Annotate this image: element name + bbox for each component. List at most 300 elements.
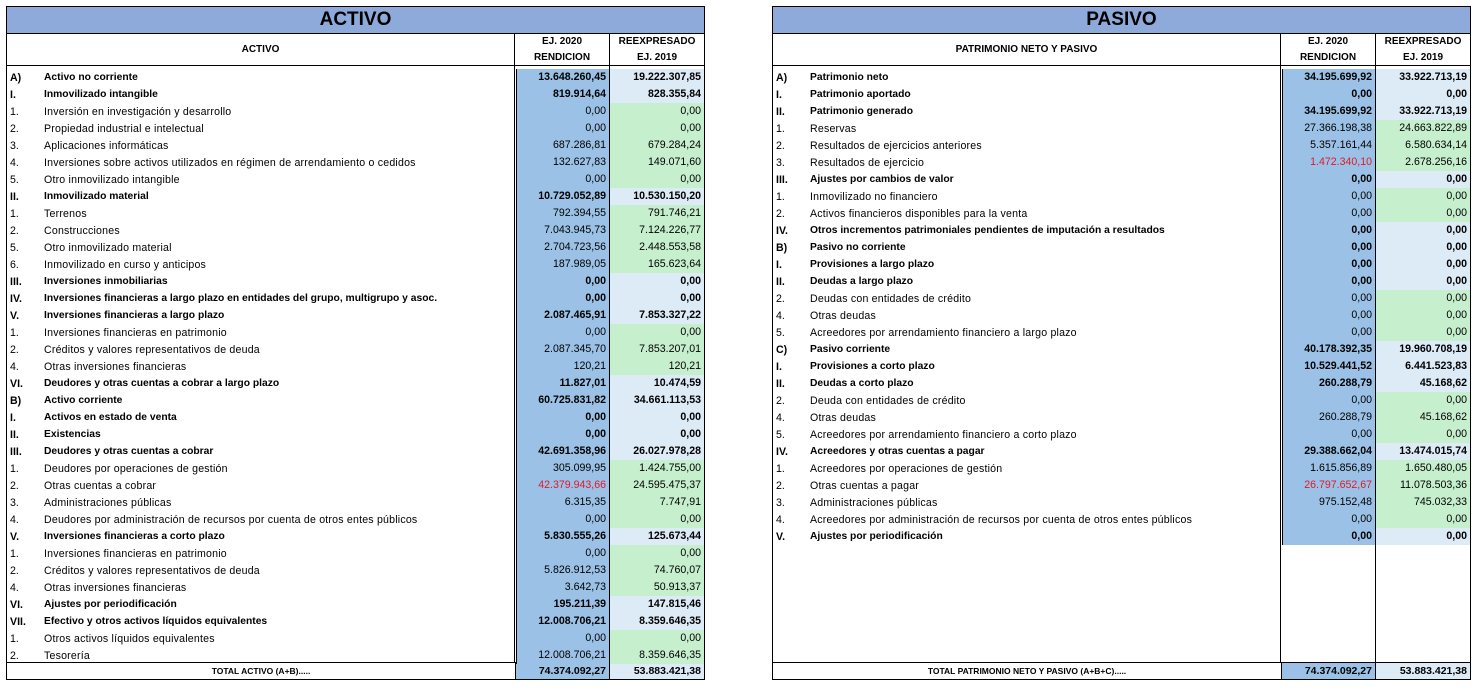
row-value-2019: 7.853.327,22 — [610, 307, 704, 324]
pasivo-header-col-2019-line1: REEXPRESADO — [1384, 35, 1462, 47]
row-value-2020: 260.288,79 — [1282, 375, 1376, 392]
row-value-2020: 0,00 — [1282, 426, 1376, 443]
pasivo-table-row — [773, 171, 1470, 188]
row-value-2020: 0,00 — [516, 120, 610, 137]
activo-table-row — [7, 392, 704, 409]
row-code: I. — [10, 411, 16, 424]
row-label: Deudores por administración de recursos por cuenta de otros entes públicos — [44, 513, 418, 526]
row-value-2019: 0,00 — [1376, 205, 1470, 222]
row-label: Aplicaciones informáticas — [44, 139, 169, 152]
row-value-2019: 13.474.015,74 — [1376, 443, 1470, 460]
pasivo-header-col-2019-line2: EJ. 2019 — [1402, 51, 1444, 63]
pasivo-header-col-2020-line2: RENDICION — [1299, 51, 1357, 63]
row-code: II. — [776, 377, 785, 390]
row-value-2019: 45.168,62 — [1376, 409, 1470, 426]
row-value-2019: 0,00 — [610, 426, 704, 443]
pasivo-title: PASIVO — [772, 6, 1471, 34]
row-label: Inmovilizado intangible — [44, 89, 158, 100]
activo-total-row — [6, 663, 705, 680]
activo-table-row — [7, 324, 704, 341]
row-code: V. — [776, 530, 786, 543]
row-value-2019: 828.355,84 — [610, 86, 704, 103]
row-code: I. — [10, 88, 16, 101]
pasivo-table-row — [773, 511, 1470, 528]
pasivo-table-row — [773, 460, 1470, 477]
row-value-2020: 792.394,55 — [516, 205, 610, 222]
row-value-2020: 687.286,81 — [516, 137, 610, 154]
row-value-2019: 10.474,59 — [610, 375, 704, 392]
row-value-2019: 6.580.634,14 — [1376, 137, 1470, 154]
row-value-2020: 975.152,48 — [1282, 494, 1376, 511]
row-value-2019: 0,00 — [1376, 239, 1470, 256]
row-code: II. — [776, 105, 785, 118]
row-code: B) — [10, 394, 22, 407]
pasivo-table-row — [773, 341, 1470, 358]
row-label: Inversiones sobre activos utilizados en régimen de arrendamiento o cedidos — [44, 156, 416, 169]
row-value-2019: 0,00 — [1376, 256, 1470, 273]
row-value-2019: 2.678.256,16 — [1376, 154, 1470, 171]
activo-total-2019: 53.883.421,38 — [610, 663, 704, 679]
activo-table-row — [7, 596, 704, 613]
row-value-2020: 40.178.392,35 — [1282, 341, 1376, 358]
row-label: Deudores y otras cuentas a cobrar a largo plazo — [44, 378, 280, 389]
row-value-2020: 0,00 — [1282, 307, 1376, 324]
activo-table-row — [7, 477, 704, 494]
row-value-2019: 1.424.755,00 — [610, 460, 704, 477]
row-code: V. — [10, 309, 20, 322]
activo-table-row — [7, 103, 704, 120]
pasivo-total-row — [772, 663, 1471, 680]
row-code: I. — [776, 88, 782, 101]
row-value-2019: 0,00 — [1376, 511, 1470, 528]
row-value-2019: 0,00 — [1376, 86, 1470, 103]
activo-table-row — [7, 120, 704, 137]
activo-table-row — [7, 511, 704, 528]
row-code: 4. — [776, 513, 785, 526]
row-value-2020: 0,00 — [516, 545, 610, 562]
row-value-2020: 2.087.345,70 — [516, 341, 610, 358]
pasivo-header-col-2020 — [1281, 34, 1376, 65]
row-value-2020: 42.379.943,66 — [516, 477, 610, 494]
row-value-2019: 33.922.713,19 — [1376, 103, 1470, 120]
row-label: Patrimonio generado — [810, 106, 913, 117]
row-label: Pasivo corriente — [810, 344, 891, 355]
row-label: Otros activos líquidos equivalentes — [44, 632, 215, 645]
row-label: Inversiones financieras en patrimonio — [44, 547, 227, 560]
activo-table-row — [7, 86, 704, 103]
row-code: I. — [776, 258, 782, 271]
row-code: II. — [776, 275, 785, 288]
pasivo-table-row — [773, 137, 1470, 154]
row-value-2020: 1.472.340,10 — [1282, 154, 1376, 171]
row-value-2020: 34.195.699,92 — [1282, 103, 1376, 120]
row-value-2020: 0,00 — [516, 103, 610, 120]
row-label: Activos en estado de venta — [44, 412, 177, 423]
row-value-2020: 12.008.706,21 — [516, 647, 610, 664]
activo-table-row — [7, 188, 704, 205]
row-label: Acreedores y otras cuentas a pagar — [810, 446, 985, 457]
row-code: 2. — [10, 343, 19, 356]
activo-table-row — [7, 205, 704, 222]
activo-rows — [6, 66, 705, 663]
row-value-2019: 8.359.646,35 — [610, 647, 704, 664]
row-code: I. — [776, 360, 782, 373]
row-value-2020: 34.195.699,92 — [1282, 69, 1376, 86]
row-label: Deudas a corto plazo — [810, 378, 914, 389]
row-value-2020: 10.529.441,52 — [1282, 358, 1376, 375]
activo-table-row — [7, 460, 704, 477]
activo-header-col-2020 — [515, 34, 610, 65]
row-code: 2. — [776, 292, 785, 305]
row-value-2020: 0,00 — [1282, 86, 1376, 103]
row-label: Acreedores por operaciones de gestión — [810, 462, 1003, 475]
row-code: 5. — [776, 326, 785, 339]
row-value-2019: 745.032,33 — [1376, 494, 1470, 511]
row-value-2020: 5.830.555,26 — [516, 528, 610, 545]
row-value-2020: 29.388.662,04 — [1282, 443, 1376, 460]
row-code: 1. — [10, 462, 19, 475]
pasivo-table-row — [773, 256, 1470, 273]
row-code: IV. — [776, 224, 788, 237]
pasivo-total-2020: 74.374.092,27 — [1282, 663, 1376, 679]
pasivo-table-row — [773, 69, 1470, 86]
row-value-2020: 7.043.945,73 — [516, 222, 610, 239]
row-code: VI. — [10, 598, 23, 611]
activo-header-col-2020-line2: RENDICION — [533, 51, 591, 63]
row-code: 3. — [10, 496, 19, 509]
row-code: III. — [10, 445, 22, 458]
row-code: 1. — [10, 547, 19, 560]
row-code: A) — [10, 71, 22, 84]
pasivo-table-row — [773, 239, 1470, 256]
row-code: VII. — [10, 615, 26, 628]
row-code: 2. — [10, 122, 19, 135]
row-value-2019: 0,00 — [610, 324, 704, 341]
row-label: Efectivo y otros activos líquidos equivalentes — [44, 616, 268, 627]
row-value-2020: 0,00 — [1282, 392, 1376, 409]
pasivo-header-label: PATRIMONIO NETO Y PASIVO — [773, 34, 1281, 65]
row-value-2020: 27.366.198,38 — [1282, 120, 1376, 137]
activo-table-row — [7, 69, 704, 86]
row-label: Deudores por operaciones de gestión — [44, 462, 228, 475]
row-value-2020: 0,00 — [1282, 256, 1376, 273]
row-value-2020: 0,00 — [1282, 205, 1376, 222]
row-code: V. — [10, 530, 20, 543]
row-value-2019: 0,00 — [610, 511, 704, 528]
activo-table-row — [7, 443, 704, 460]
row-value-2020: 0,00 — [516, 511, 610, 528]
pasivo-table-row — [773, 290, 1470, 307]
row-value-2019: 7.747,91 — [610, 494, 704, 511]
row-code: C) — [776, 343, 788, 356]
row-value-2020: 0,00 — [516, 171, 610, 188]
row-label: Inversiones financieras a largo plazo — [44, 310, 225, 321]
row-label: Inversiones inmobiliarias — [44, 276, 168, 287]
row-label: Créditos y valores representativos de deuda — [44, 343, 260, 356]
row-value-2020: 1.615.856,89 — [1282, 460, 1376, 477]
row-value-2019: 7.853.207,01 — [610, 341, 704, 358]
row-value-2019: 26.027.978,28 — [610, 443, 704, 460]
pasivo-total-2019: 53.883.421,38 — [1376, 663, 1470, 679]
row-value-2020: 0,00 — [1282, 511, 1376, 528]
row-value-2020: 11.827,01 — [516, 375, 610, 392]
activo-table-row — [7, 239, 704, 256]
row-value-2020: 0,00 — [1282, 290, 1376, 307]
row-value-2019: 2.448.553,58 — [610, 239, 704, 256]
row-value-2019: 149.071,60 — [610, 154, 704, 171]
row-code: 1. — [776, 122, 785, 135]
row-code: 4. — [10, 360, 19, 373]
row-label: Propiedad industrial e intelectual — [44, 122, 204, 135]
row-value-2019: 0,00 — [1376, 273, 1470, 290]
row-code: 1. — [10, 632, 19, 645]
row-value-2019: 0,00 — [1376, 222, 1470, 239]
row-label: Otras deudas — [810, 309, 876, 322]
row-code: A) — [776, 71, 788, 84]
activo-table-row — [7, 545, 704, 562]
row-value-2020: 12.008.706,21 — [516, 613, 610, 630]
row-code: II. — [10, 190, 19, 203]
row-code: 4. — [776, 309, 785, 322]
row-code: 4. — [776, 411, 785, 424]
row-value-2020: 60.725.831,82 — [516, 392, 610, 409]
row-label: Terrenos — [44, 207, 87, 220]
row-value-2019: 24.595.475,37 — [610, 477, 704, 494]
row-value-2019: 34.661.113,53 — [610, 392, 704, 409]
row-label: Ajustes por periodificación — [44, 599, 177, 610]
row-label: Otro inmovilizado material — [44, 241, 172, 254]
row-value-2020: 132.627,83 — [516, 154, 610, 171]
row-label: Administraciones públicas — [44, 496, 172, 509]
pasivo-table-row — [773, 324, 1470, 341]
activo-panel — [6, 6, 705, 680]
pasivo-table-header — [772, 34, 1471, 66]
pasivo-total-label: TOTAL PATRIMONIO NETO Y PASIVO (A+B+C)..... — [773, 663, 1282, 679]
row-value-2019: 0,00 — [610, 171, 704, 188]
activo-table-row — [7, 256, 704, 273]
activo-table-row — [7, 630, 704, 647]
row-value-2019: 6.441.523,83 — [1376, 358, 1470, 375]
row-code: 1. — [10, 326, 19, 339]
pasivo-table-row — [773, 358, 1470, 375]
row-code: B) — [776, 241, 788, 254]
pasivo-table-row — [773, 528, 1470, 545]
row-code: 2. — [776, 479, 785, 492]
row-label: Acreedores por administración de recursos por cuenta de otros entes públicos — [810, 513, 1193, 526]
row-value-2019: 125.673,44 — [610, 528, 704, 545]
row-value-2020: 305.099,95 — [516, 460, 610, 477]
row-value-2020: 2.087.465,91 — [516, 307, 610, 324]
row-value-2020: 0,00 — [516, 630, 610, 647]
row-value-2019: 24.663.822,89 — [1376, 120, 1470, 137]
activo-total-label: TOTAL ACTIVO (A+B)..... — [7, 663, 516, 679]
row-value-2020: 0,00 — [1282, 273, 1376, 290]
row-code: 2. — [776, 207, 785, 220]
row-value-2020: 0,00 — [1282, 324, 1376, 341]
row-value-2019: 0,00 — [610, 273, 704, 290]
row-value-2020: 3.642,73 — [516, 579, 610, 596]
activo-title: ACTIVO — [6, 6, 705, 34]
row-label: Activo no corriente — [44, 72, 138, 83]
pasivo-table-row — [773, 477, 1470, 494]
row-value-2019: 0,00 — [1376, 392, 1470, 409]
row-value-2020: 26.797.652,67 — [1282, 477, 1376, 494]
pasivo-table-row — [773, 307, 1470, 324]
row-value-2020: 260.288,79 — [1282, 409, 1376, 426]
row-value-2019: 0,00 — [610, 103, 704, 120]
pasivo-table-row — [773, 409, 1470, 426]
row-code: III. — [776, 173, 788, 186]
row-value-2020: 195.211,39 — [516, 596, 610, 613]
row-value-2020: 0,00 — [1282, 171, 1376, 188]
activo-table-row — [7, 290, 704, 307]
activo-table-row — [7, 426, 704, 443]
activo-table-row — [7, 579, 704, 596]
row-label: Acreedores por arrendamiento financiero a largo plazo — [810, 326, 1077, 339]
row-label: Resultados de ejercicios anteriores — [810, 139, 982, 152]
pasivo-table-row — [773, 188, 1470, 205]
pasivo-table-row — [773, 392, 1470, 409]
activo-header-col-2020-line1: EJ. 2020 — [541, 35, 583, 47]
row-value-2020: 13.648.260,45 — [516, 69, 610, 86]
row-label: Otras deudas — [810, 411, 876, 424]
row-code: 2. — [10, 479, 19, 492]
activo-table-row — [7, 171, 704, 188]
row-label: Construcciones — [44, 224, 120, 237]
row-label: Reservas — [810, 122, 857, 135]
pasivo-table-row — [773, 273, 1470, 290]
row-value-2019: 0,00 — [610, 290, 704, 307]
row-code: 5. — [10, 241, 19, 254]
row-value-2019: 10.530.150,20 — [610, 188, 704, 205]
row-value-2020: 0,00 — [516, 409, 610, 426]
pasivo-panel — [772, 6, 1471, 680]
activo-table-row — [7, 409, 704, 426]
row-value-2020: 5.357.161,44 — [1282, 137, 1376, 154]
row-label: Deudores y otras cuentas a cobrar — [44, 446, 214, 457]
row-value-2020: 5.826.912,53 — [516, 562, 610, 579]
row-value-2019: 0,00 — [610, 545, 704, 562]
row-value-2019: 791.746,21 — [610, 205, 704, 222]
row-code: 2. — [10, 564, 19, 577]
row-label: Otro inmovilizado intangible — [44, 173, 180, 186]
activo-table-row — [7, 154, 704, 171]
row-value-2019: 147.815,46 — [610, 596, 704, 613]
row-code: 2. — [776, 394, 785, 407]
pasivo-header-col-2019 — [1376, 34, 1470, 65]
activo-table-row — [7, 613, 704, 630]
row-label: Patrimonio neto — [810, 72, 889, 83]
pasivo-table-row — [773, 154, 1470, 171]
row-code: 3. — [10, 139, 19, 152]
row-label: Deudas con entidades de crédito — [810, 292, 972, 305]
row-value-2019: 0,00 — [1376, 188, 1470, 205]
activo-table-row — [7, 562, 704, 579]
row-label: Activo corriente — [44, 395, 123, 406]
row-label: Existencias — [44, 429, 101, 440]
row-value-2019: 0,00 — [610, 630, 704, 647]
activo-table-row — [7, 647, 704, 664]
pasivo-table-row — [773, 375, 1470, 392]
row-value-2019: 120,21 — [610, 358, 704, 375]
row-label: Otros incrementos patrimoniales pendientes de imputación a resultados — [810, 225, 1165, 236]
row-label: Tesorería — [44, 649, 90, 662]
row-value-2019: 0,00 — [610, 409, 704, 426]
activo-table-row — [7, 358, 704, 375]
row-value-2020: 0,00 — [1282, 188, 1376, 205]
row-value-2020: 0,00 — [516, 324, 610, 341]
row-label: Resultados de ejercicio — [810, 156, 925, 169]
row-label: Provisiones a corto plazo — [810, 361, 935, 372]
row-label: Deuda con entidades de crédito — [810, 394, 966, 407]
row-value-2020: 10.729.052,89 — [516, 188, 610, 205]
activo-table-row — [7, 137, 704, 154]
row-label: Ajustes por periodificación — [810, 531, 943, 542]
row-value-2019: 0,00 — [1376, 528, 1470, 545]
row-code: 6. — [10, 258, 19, 271]
activo-table-row — [7, 341, 704, 358]
row-code: 5. — [776, 428, 785, 441]
activo-header-col-2019-line1: REEXPRESADO — [618, 35, 696, 47]
row-label: Inmovilizado material — [44, 191, 149, 202]
row-label: Administraciones públicas — [810, 496, 938, 509]
row-label: Otras inversiones financieras — [44, 581, 187, 594]
row-code: III. — [10, 275, 22, 288]
row-value-2019: 1.650.480,05 — [1376, 460, 1470, 477]
row-code: IV. — [776, 445, 788, 458]
row-value-2019: 19.222.307,85 — [610, 69, 704, 86]
pasivo-table-row — [773, 222, 1470, 239]
row-value-2020: 819.914,64 — [516, 86, 610, 103]
activo-table-row — [7, 307, 704, 324]
row-code: 1. — [776, 462, 785, 475]
row-value-2019: 11.078.503,36 — [1376, 477, 1470, 494]
row-value-2020: 0,00 — [516, 273, 610, 290]
activo-header-col-2019 — [610, 34, 704, 65]
row-label: Inversiones financieras a corto plazo — [44, 531, 225, 542]
pasivo-table-row — [773, 120, 1470, 137]
row-label: Inversiones financieras en patrimonio — [44, 326, 227, 339]
row-value-2019: 0,00 — [1376, 290, 1470, 307]
row-value-2019: 7.124.226,77 — [610, 222, 704, 239]
row-code: 5. — [10, 173, 19, 186]
row-code: 1. — [10, 105, 19, 118]
row-value-2019: 45.168,62 — [1376, 375, 1470, 392]
row-value-2019: 0,00 — [1376, 307, 1470, 324]
pasivo-table-row — [773, 205, 1470, 222]
row-code: 3. — [776, 496, 785, 509]
row-label: Otras cuentas a pagar — [810, 479, 920, 492]
row-code: 3. — [776, 156, 785, 169]
activo-table-header — [6, 34, 705, 66]
row-label: Inversiones financieras a largo plazo en entidades del grupo, multigrupo y asoc. — [44, 293, 438, 304]
activo-total-2020: 74.374.092,27 — [516, 663, 610, 679]
row-code: 2. — [10, 649, 19, 662]
row-value-2019: 50.913,37 — [610, 579, 704, 596]
row-label: Pasivo no corriente — [810, 242, 906, 253]
row-label: Activos financieros disponibles para la venta — [810, 207, 1028, 220]
row-label: Acreedores por arrendamiento financiero a corto plazo — [810, 428, 1077, 441]
row-label: Créditos y valores representativos de deuda — [44, 564, 260, 577]
row-code: 2. — [776, 139, 785, 152]
activo-table-row — [7, 528, 704, 545]
row-code: IV. — [10, 292, 22, 305]
activo-table-row — [7, 375, 704, 392]
activo-table-row — [7, 273, 704, 290]
activo-table-row — [7, 222, 704, 239]
row-label: Otras cuentas a cobrar — [44, 479, 157, 492]
row-value-2020: 187.989,05 — [516, 256, 610, 273]
